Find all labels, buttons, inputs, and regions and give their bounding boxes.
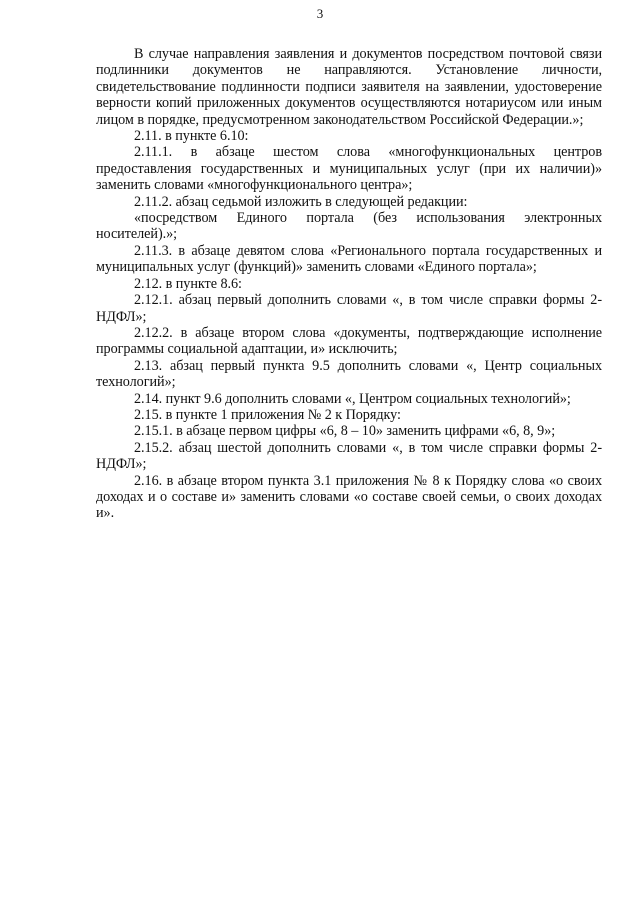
page-number: 3 [316,6,324,21]
paragraph-2-15-2: 2.15.2. абзац шестой дополнить словами «, в том числе справки формы 2-НДФЛ»; [96,439,602,473]
paragraph-2-11-2-quote: «посредством Единого портала (без использования электронных носителей).»; [96,210,602,243]
paragraph-2-16: 2.16. в абзаце втором пункта 3.1 приложения № 8 к Порядку слова «о своих доходах и о составе и» заменить словами «о составе своей семьи, о своих доходах и». [96,472,602,522]
paragraph-2-11-2: 2.11.2. абзац седьмой изложить в следующей редакции: [134,193,468,210]
paragraph-2-11: 2.11. в пункте 6.10: [134,128,249,145]
paragraph-2-11-3: 2.11.3. в абзаце девятом слова «Регионального портала государственных и муниципальных услуг (функций)» заменить словами «Единого портала»; [96,242,602,276]
document-body [96,46,602,522]
paragraph-2-11-1: 2.11.1. в абзаце шестом слова «многофункциональных центров предоставления государственных и муниципальных услуг (при их наличии)» заменить словами «многофункционального центра»; [96,144,602,194]
paragraph-2-14: 2.14. пункт 9.6 дополнить словами «, Центром социальных технологий»; [134,390,571,407]
paragraph-2-15-1: 2.15.1. в абзаце первом цифры «6, 8 – 10» заменить цифрами «6, 8, 9»; [134,423,556,440]
paragraph-2-15: 2.15. в пункте 1 приложения № 2 к Порядку: [134,406,401,423]
paragraph-postal-submission: В случае направления заявления и документов посредством почтовой связи подлинники документов не направляются. Установление личности, свидетельствование подлинности подписи заявителя на заявлении, удостоверение верности копий приложенных документов осуществляются нотариусом или иным лицом в порядке, предусмотренном законодательством Российской Федерации.»; [96,46,602,128]
paragraph-2-12-2: 2.12.2. в абзаце втором слова «документы, подтверждающие исполнение программы социальной адаптации, и» исключить; [96,324,602,358]
paragraph-2-12: 2.12. в пункте 8.6: [134,275,242,292]
paragraph-2-13: 2.13. абзац первый пункта 9.5 дополнить словами «, Центр социальных технологий»; [96,357,602,391]
paragraph-2-12-1: 2.12.1. абзац первый дополнить словами «, в том числе справки формы 2-НДФЛ»; [96,292,602,325]
